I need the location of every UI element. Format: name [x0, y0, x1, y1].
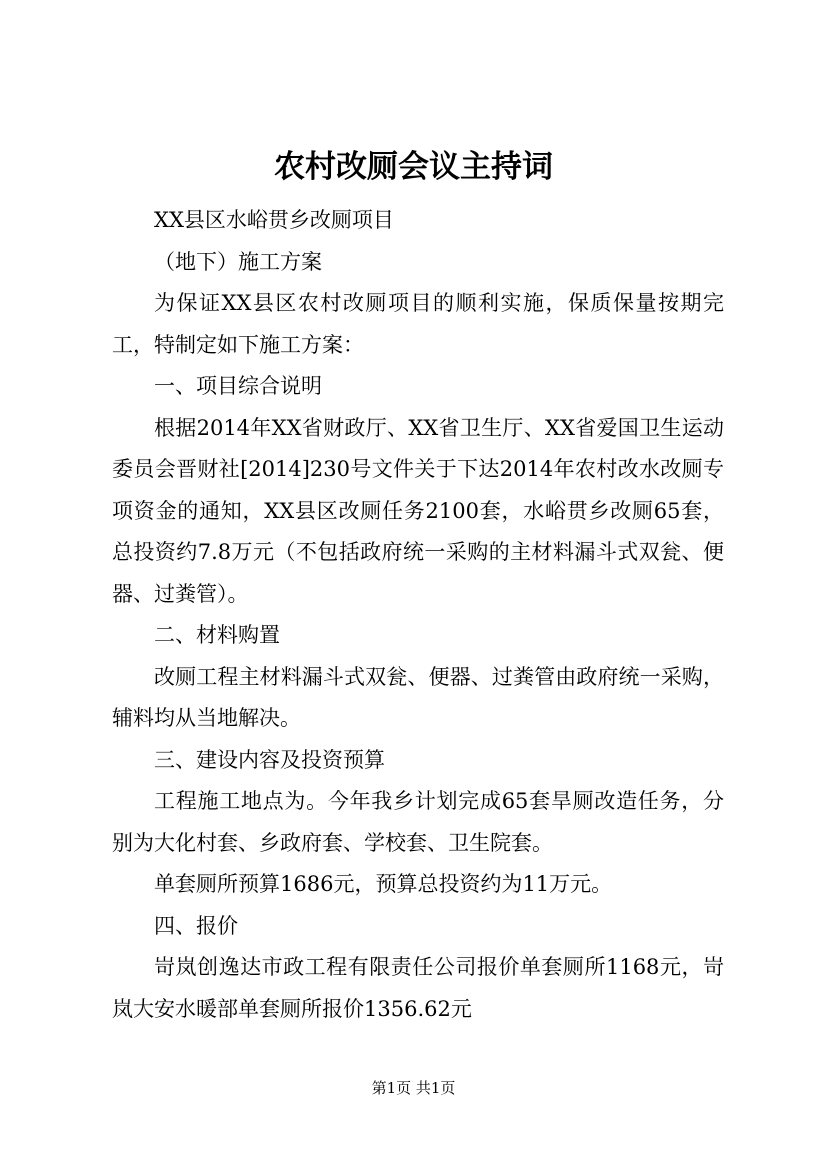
- section-3-budget-paragraph: 单套厕所预算1686元，预算总投资约为11万元。: [154, 872, 613, 896]
- document-body: [112, 200, 724, 1030]
- section-1-paragraph: 根据2014年XX省财政厅、XX省卫生厅、XX省爱国卫生运动委员会晋财社[2014]230号文件关于下达2014年农村改水改厕专项资金的通知，XX县区改厕任务2100套，水峪贯乡改厕65套，总投资约7.8万元（不包括政府统一采购的主材料漏斗式双瓮、便器、过粪管）。: [112, 415, 724, 606]
- intro-paragraph: 为保证XX县区农村改厕项目的顺利实施，保质保量按期完工，特制定如下施工方案：: [112, 291, 724, 357]
- document-title: 农村改厕会议主持词: [274, 149, 553, 185]
- section-2-paragraph: 改厕工程主材料漏斗式双瓮、便器、过粪管由政府统一采购，辅料均从当地解决。: [112, 664, 724, 730]
- page-footer: 第1页 共1页: [371, 1079, 456, 1097]
- section-heading-3: 三、建设内容及投资预算: [154, 747, 385, 772]
- section-heading-1: 一、项目综合说明: [154, 374, 322, 398]
- plan-subtitle-line: （地下）施工方案: [154, 249, 322, 274]
- project-name-line: XX县区水峪贯乡改厕项目: [154, 208, 394, 232]
- section-3-paragraph: 工程施工地点为。今年我乡计划完成65套旱厕改造任务，分别为大化村套、乡政府套、学校套、卫生院套。: [112, 789, 724, 855]
- section-heading-4: 四、报价: [154, 913, 238, 938]
- section-4-paragraph: 岢岚创逸达市政工程有限责任公司报价单套厕所1168元，岢岚大安水暖部单套厕所报价1356.62元: [112, 955, 724, 1021]
- section-heading-2: 二、材料购置: [154, 623, 280, 647]
